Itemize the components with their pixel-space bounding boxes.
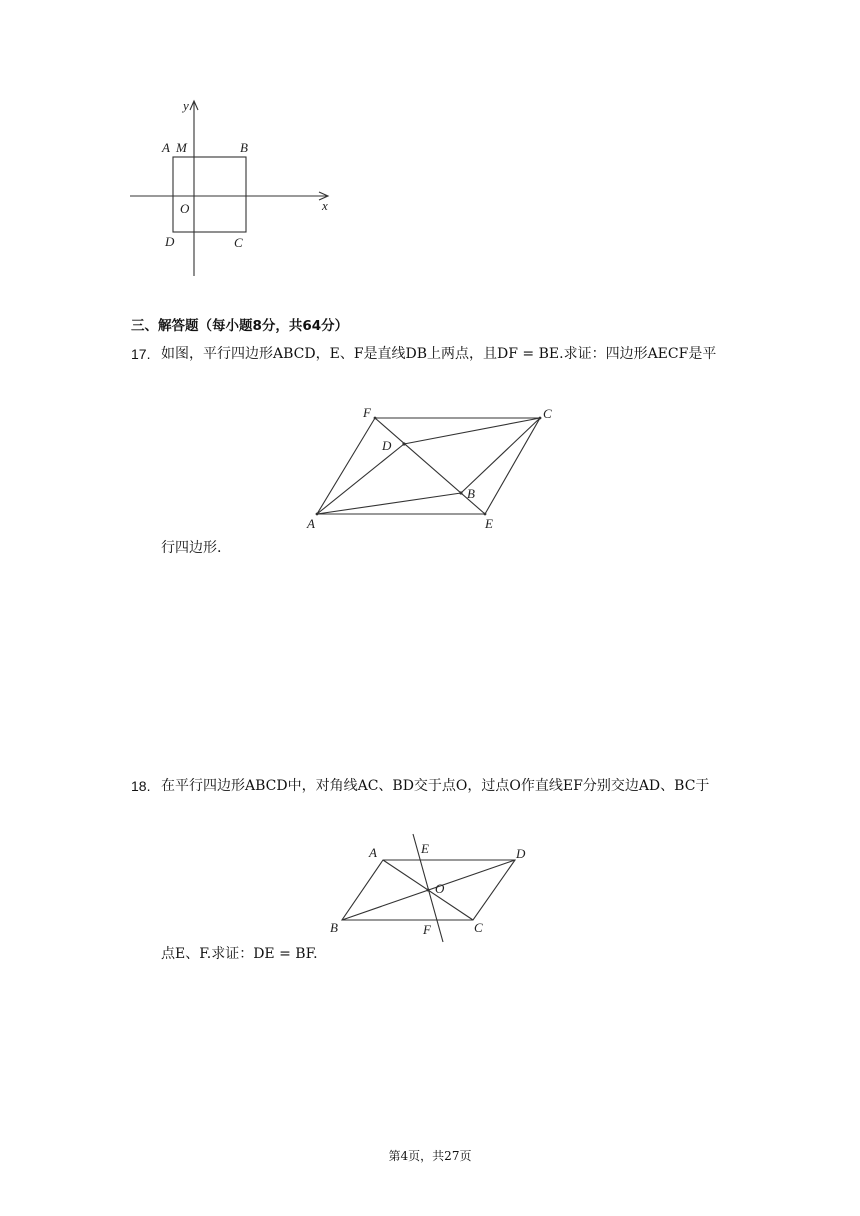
q17-point-C bbox=[539, 417, 542, 420]
q17-point-A bbox=[316, 513, 319, 516]
q17-text-line1: 如图，平行四边形ABCD，E、F是直线DB上两点，且DF = BE.求证：四边形AECF是平 bbox=[161, 346, 717, 362]
q17-label-C: C bbox=[543, 406, 552, 421]
q18-label-C: C bbox=[474, 920, 483, 935]
label-C: C bbox=[234, 235, 243, 250]
coordinate-figure bbox=[120, 90, 350, 290]
q17-label-F: F bbox=[363, 405, 371, 420]
q17-segment-BC bbox=[461, 418, 540, 493]
q17-label-E: E bbox=[485, 516, 493, 531]
q17-point-F bbox=[374, 417, 377, 420]
q18-label-F: F bbox=[423, 922, 431, 937]
q18-number: 18. bbox=[131, 778, 151, 794]
q17-label-D: D bbox=[382, 438, 392, 453]
section-title: 三、解答题（每小题8分，共64分） bbox=[131, 318, 349, 334]
q18-label-A: A bbox=[369, 845, 377, 860]
q17-point-D bbox=[402, 442, 405, 445]
q17-point-E bbox=[484, 513, 487, 516]
label-M: M bbox=[176, 140, 187, 155]
q18-text-line2: 点E、F.求证：DE = BF. bbox=[161, 946, 318, 962]
q18-point-O bbox=[427, 889, 430, 892]
page-footer: 第4页，共27页 bbox=[388, 1149, 472, 1163]
label-x: x bbox=[322, 198, 328, 213]
label-y: y bbox=[183, 98, 189, 113]
q17-segment-DC bbox=[404, 418, 540, 444]
label-B: B bbox=[240, 140, 248, 155]
q18-figure bbox=[325, 830, 535, 945]
q17-text-line2: 行四边形. bbox=[161, 540, 222, 556]
q17-label-A: A bbox=[307, 516, 315, 531]
q18-label-E: E bbox=[421, 841, 429, 856]
q17-number: 17. bbox=[131, 346, 151, 362]
square-ABCD bbox=[173, 157, 246, 232]
q17-label-B: B bbox=[467, 486, 475, 501]
q17-point-B bbox=[459, 491, 462, 494]
q17-parallelogram-AECF bbox=[317, 418, 540, 514]
q18-label-O: O bbox=[435, 881, 445, 896]
label-A: A bbox=[162, 140, 170, 155]
q17-figure bbox=[300, 400, 570, 540]
q18-label-D: D bbox=[516, 846, 526, 861]
q18-text-line1: 在平行四边形ABCD中，对角线AC、BD交于点O，过点O作直线EF分别交边AD、BC于 bbox=[161, 778, 710, 794]
label-D: D bbox=[165, 234, 175, 249]
label-O: O bbox=[180, 201, 190, 216]
q18-label-B: B bbox=[330, 920, 338, 935]
